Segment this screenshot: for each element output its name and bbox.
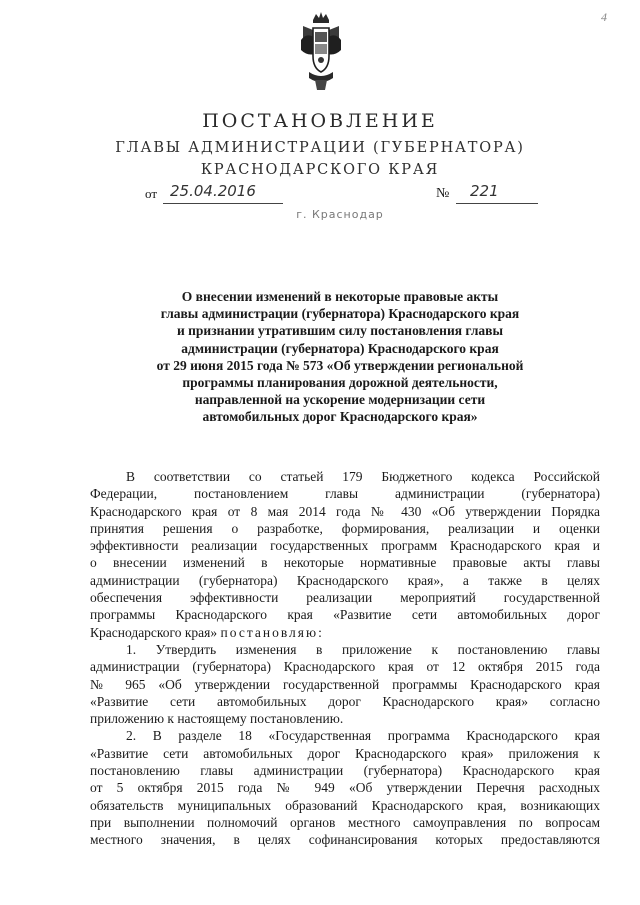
page-number: 4: [601, 10, 607, 24]
city: г. Краснодар: [296, 208, 384, 221]
body-line: местного значения, в целях софинансирования которых предоставляются: [90, 832, 600, 848]
issuer-line-1: ГЛАВЫ АДМИНИСТРАЦИИ (ГУБЕРНАТОРА): [115, 140, 525, 156]
body-line: о внесении изменений в некоторые нормативные правовые акты главы: [90, 555, 600, 571]
body-line: В соответствии со статьей 179 Бюджетного кодекса Российской: [126, 469, 600, 484]
document-heading: [120, 288, 560, 426]
body-line: 1. Утвердить изменения в приложение к постановлению главы: [126, 641, 600, 657]
heading-line: направленной на ускорение модернизации сети: [194, 392, 486, 408]
body-line: администрации (губернатора) Краснодарского края от 12 октября 2015 года: [90, 659, 600, 675]
resolve-word: постановляю:: [220, 624, 324, 640]
body-line: приложению к настоящему постановлению.: [90, 711, 344, 727]
body-line: принятия решения о разработке, формирования, реализации и оценки: [90, 520, 600, 536]
body-line: 2. В разделе 18 «Государственная программа Краснодарского края: [126, 728, 600, 744]
number-prefix: №: [436, 186, 450, 201]
body-line: «Развитие сети автомобильных дорог Краснодарского края» приложения к: [90, 745, 600, 761]
issuer-line-2: КРАСНОДАРСКОГО КРАЯ: [200, 162, 440, 178]
document-body: [90, 468, 600, 849]
heading-line: и признании утратившим силу постановления главы: [176, 323, 504, 339]
body-line: Краснодарского края»: [90, 624, 218, 640]
number-underline: [456, 203, 538, 204]
body-line: от 5 октября 2015 года № 949 «Об утверждении Перечня расходных: [90, 780, 600, 796]
document-date: 25.04.2016: [170, 182, 256, 200]
body-line: администрации (губернатора) Краснодарского края», а также в целях: [90, 572, 600, 588]
body-line: «Развитие сети автомобильных дорог Краснодарского края» согласно: [90, 693, 600, 709]
coat-of-arms-icon: [299, 10, 343, 94]
heading-line: О внесении изменений в некоторые правовые акты: [181, 289, 499, 304]
body-line: Краснодарского края от 8 мая 2014 года № 430 «Об утверждении Порядка: [90, 503, 600, 519]
body-line: постановлению главы администрации (губернатора) Краснодарского края: [90, 763, 600, 779]
body-line: при выполнении полномочий органов местного самоуправления по вопросам: [90, 814, 600, 830]
heading-line: от 29 июня 2015 года № 573 «Об утверждении региональной: [156, 357, 524, 373]
body-line: № 965 «Об утверждении государственной программы Краснодарского края: [90, 676, 600, 692]
date-number-row: [0, 182, 640, 208]
date-underline: [163, 203, 283, 204]
heading-line: администрации (губернатора) Краснодарского края: [181, 340, 499, 356]
heading-line: главы администрации (губернатора) Краснодарского края: [160, 306, 520, 322]
body-line: программы Краснодарского края «Развитие сети автомобильных дорог: [90, 607, 600, 623]
document-number: 221: [470, 182, 499, 200]
heading-line: программы планирования дорожной деятельности,: [182, 375, 498, 391]
body-line-with-resolution: [90, 624, 600, 641]
body-line: обеспечения эффективности реализации мероприятий государственной: [90, 590, 600, 606]
body-line: Федерации, постановлением главы администрации (губернатора): [90, 486, 600, 502]
date-prefix: от: [145, 186, 158, 201]
body-line: эффективности реализации государственных программ Краснодарского края и: [90, 538, 600, 554]
body-line: обязательств муниципальных образований Краснодарского края, возникающих: [90, 797, 600, 813]
document-type-title: ПОСТАНОВЛЕНИЕ: [202, 110, 438, 132]
heading-line: автомобильных дорог Краснодарского края»: [202, 409, 478, 425]
